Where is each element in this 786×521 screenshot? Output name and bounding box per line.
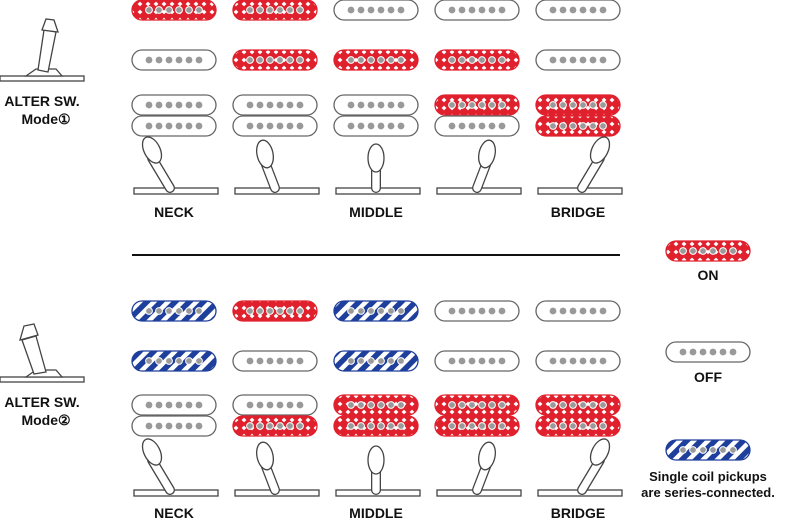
mode1-col5-top-pickup xyxy=(536,0,620,20)
mode2-col4-mid-pickup xyxy=(435,351,519,371)
mode1-col4-top-pickup xyxy=(435,0,519,20)
mode1-col5-bottom-lower-coil xyxy=(536,116,620,136)
mode1-col1-top-pickup xyxy=(132,0,216,20)
legend-series-label-line2: are series-connected. xyxy=(641,485,775,500)
mode2-col5-bottom-upper-coil xyxy=(536,395,620,415)
mode1-col2-selector-icon xyxy=(235,139,319,194)
mode1-col3-bottom-upper-coil xyxy=(334,95,418,115)
mode2-col1-bottom-upper-coil xyxy=(132,395,216,415)
mode2-col5-selector-icon xyxy=(538,436,622,496)
mode1-col5-mid-pickup xyxy=(536,50,620,70)
mode1-col4-bottom-upper-coil xyxy=(435,95,519,115)
mode1-col1-mid-pickup xyxy=(132,50,216,70)
mode1-col1-selector-icon xyxy=(134,134,218,194)
mode2-col1-selector-icon xyxy=(134,436,218,496)
mode1-col2-top-pickup xyxy=(233,0,317,20)
mode2-col4-selector-icon xyxy=(437,441,521,496)
mode2-col3-slot-label: MIDDLE xyxy=(349,505,403,521)
mode1-col4-bottom-lower-coil xyxy=(435,116,519,136)
mode1-col4-mid-pickup xyxy=(435,50,519,70)
mode1-alter-switch-icon xyxy=(0,19,84,81)
mode2-col3-bottom-upper-coil xyxy=(334,395,418,415)
legend-off-swatch xyxy=(666,342,750,362)
mode1-col1-slot-label: NECK xyxy=(154,204,194,220)
mode2-col2-mid-pickup xyxy=(233,351,317,371)
mode1-col3-mid-pickup xyxy=(334,50,418,70)
mode2-label-line1: ALTER SW. xyxy=(4,394,80,410)
mode2-col3-top-pickup xyxy=(334,301,418,321)
mode1-col1-bottom-upper-coil xyxy=(132,95,216,115)
mode1-col5-selector-icon xyxy=(538,134,622,194)
mode1-col2-bottom-lower-coil xyxy=(233,116,317,136)
legend-on-swatch xyxy=(666,241,750,261)
mode2-col5-bottom-lower-coil xyxy=(536,416,620,436)
mode2-alter-switch-icon xyxy=(0,324,84,382)
mode2-col4-top-pickup xyxy=(435,301,519,321)
mode2-col1-top-pickup xyxy=(132,301,216,321)
mode2-col3-selector-icon xyxy=(336,446,420,496)
mode2-col5-mid-pickup xyxy=(536,351,620,371)
mode1-col3-top-pickup xyxy=(334,0,418,20)
mode1-col3-slot-label: MIDDLE xyxy=(349,204,403,220)
legend-off-label: OFF xyxy=(694,369,722,385)
mode2-col2-selector-icon xyxy=(235,441,319,496)
mode1-col3-selector-icon xyxy=(336,144,420,194)
mode2-col5-top-pickup xyxy=(536,301,620,321)
mode2-col2-bottom-lower-coil xyxy=(233,416,317,436)
mode2-col3-mid-pickup xyxy=(334,351,418,371)
mode1-col5-slot-label: BRIDGE xyxy=(550,204,606,220)
mode1-col2-bottom-upper-coil xyxy=(233,95,317,115)
mode2-col4-bottom-lower-coil xyxy=(435,416,519,436)
mode2-col2-bottom-upper-coil xyxy=(233,395,317,415)
pickup-grid xyxy=(132,0,622,521)
mode2-col5-slot-label: BRIDGE xyxy=(550,505,606,521)
legend-on-label: ON xyxy=(697,267,719,283)
mode2-col1-mid-pickup xyxy=(132,351,216,371)
mode2-col4-bottom-upper-coil xyxy=(435,395,519,415)
mode2-col3-bottom-lower-coil xyxy=(334,416,418,436)
mode1-col4-selector-icon xyxy=(437,139,521,194)
mode1-label-line2: Mode① xyxy=(21,111,71,127)
mode1-col3-bottom-lower-coil xyxy=(334,116,418,136)
mode2-label-line2: Mode② xyxy=(21,412,71,428)
mode2-col1-slot-label: NECK xyxy=(154,505,194,521)
mode1-label-line1: ALTER SW. xyxy=(4,93,80,109)
mode1-col1-bottom-lower-coil xyxy=(132,116,216,136)
mode2-col1-bottom-lower-coil xyxy=(132,416,216,436)
legend-series-label-line1: Single coil pickups xyxy=(649,469,767,484)
legend-series-swatch xyxy=(666,440,750,460)
mode1-col5-bottom-upper-coil xyxy=(536,95,620,115)
mode1-col2-mid-pickup xyxy=(233,50,317,70)
mode2-col2-top-pickup xyxy=(233,301,317,321)
